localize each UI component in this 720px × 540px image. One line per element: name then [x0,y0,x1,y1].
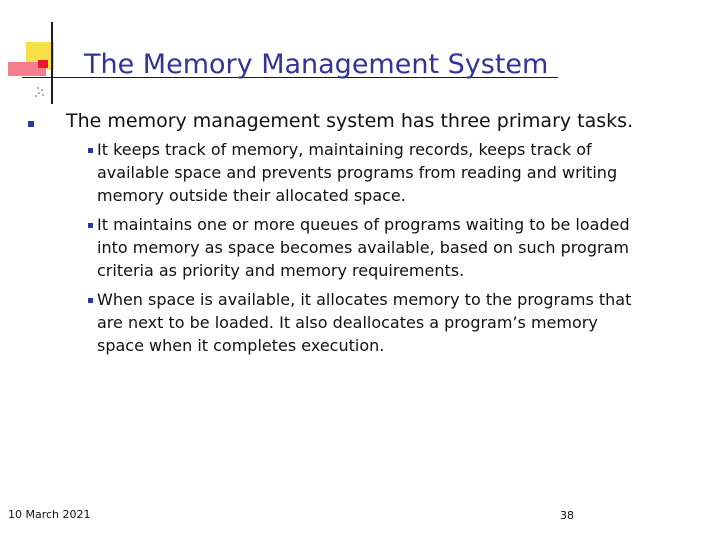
logo-vertical-line [51,22,53,104]
sub-bullet-item [88,288,698,357]
logo-red-square [38,60,48,68]
square-bullet-icon [28,121,34,127]
sub-bullet-item [88,213,698,282]
sub-bullet-line: It keeps track of memory, maintaining records, keeps track of [97,140,592,159]
main-bullet-text: The memory management system has three primary tasks. [66,110,634,132]
page-number: 38 [560,509,574,522]
sub-bullet-line: into memory as space becomes available, based on such program [97,238,629,257]
sub-bullet-line: It maintains one or more queues of programs waiting to be loaded [97,215,630,234]
sub-bullet-text [97,288,698,357]
sub-bullet-text [97,213,698,282]
sub-bullet-line: space when it completes execution. [97,336,385,355]
footer-date: 10 March 2021 [8,508,91,521]
sub-bullet-line: available space and prevents programs from reading and writing [97,163,618,182]
sub-bullet-line: are next to be loaded. It also deallocates a program’s memory [97,313,598,332]
sub-bullet-list [88,138,698,363]
sub-bullet-item [88,138,698,207]
sub-bullet-line: When space is available, it allocates memory to the programs that [97,290,632,309]
sub-bullet-line: memory outside their allocated space. [97,186,406,205]
sub-bullet-text [97,138,698,207]
logo-dots-icon [34,84,46,98]
square-bullet-icon [88,223,93,228]
square-bullet-icon [88,298,93,303]
sub-bullet-line: criteria as priority and memory requirements. [97,261,465,280]
square-bullet-icon [88,148,93,153]
slide-title: The Memory Management System [84,49,549,80]
